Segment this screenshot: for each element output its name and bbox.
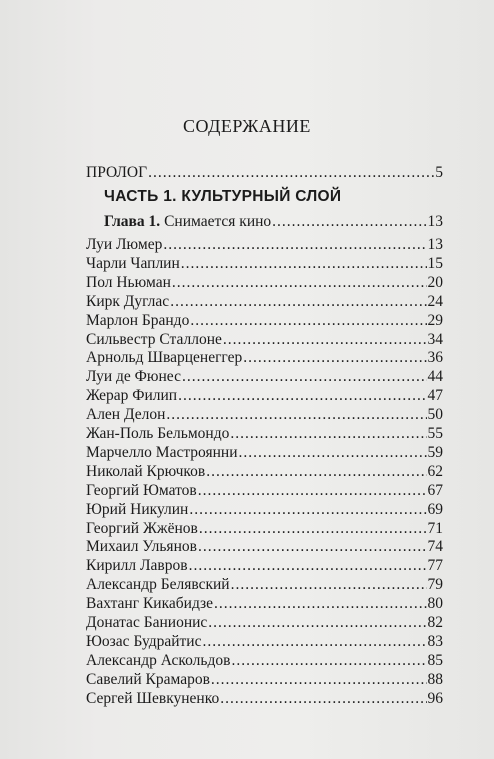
toc-entry-name: Кирк Дуглас xyxy=(86,292,170,310)
leader-dots xyxy=(220,690,426,708)
leader-dots xyxy=(199,520,427,538)
toc-entry-name: Сергей Шевкуненко xyxy=(86,689,220,707)
leader-dots xyxy=(198,538,427,556)
toc-page-number: 55 xyxy=(427,425,443,442)
toc-entry xyxy=(86,652,443,670)
toc-entry xyxy=(86,576,443,594)
leader-dots xyxy=(272,213,426,231)
toc-entry-name: Вахтанг Кикабидзе xyxy=(86,595,214,613)
leader-dots xyxy=(211,671,427,689)
toc-entry xyxy=(86,614,443,632)
toc-entry xyxy=(86,557,443,575)
toc-page-number: 96 xyxy=(427,689,443,707)
leader-dots xyxy=(181,255,427,273)
toc-entry-name: Юрий Никулин xyxy=(86,500,189,518)
chapter-number: Глава 1. xyxy=(104,213,161,230)
toc-entry xyxy=(86,293,443,311)
toc-page-number: 69 xyxy=(427,500,443,518)
toc-page-number: 85 xyxy=(427,651,443,669)
toc-entry xyxy=(86,671,443,689)
toc-page-number: 44 xyxy=(427,368,443,386)
toc-prologue xyxy=(86,164,443,182)
toc-entry-name: Донатас Банионис xyxy=(86,614,208,631)
toc-entry-name: Луи Люмер xyxy=(86,236,163,253)
toc-label: ПРОЛОГ xyxy=(86,164,148,181)
toc-entry xyxy=(86,633,443,651)
leader-dots xyxy=(203,633,427,651)
leader-dots xyxy=(243,349,426,367)
toc-entry-name: Марчелло Мастроянни xyxy=(86,443,238,461)
toc-chapter xyxy=(104,213,443,231)
toc-entry xyxy=(86,312,443,330)
toc-entry xyxy=(86,331,443,349)
toc-page-number: 77 xyxy=(427,557,443,575)
leader-dots xyxy=(239,444,427,462)
toc-page-number: 80 xyxy=(427,595,443,613)
toc-entry xyxy=(86,444,443,462)
leader-dots xyxy=(223,331,427,349)
toc-page-number: 13 xyxy=(427,213,443,230)
toc-page-number: 47 xyxy=(427,387,443,405)
toc-page-number: 20 xyxy=(427,273,443,291)
toc-page-number: 29 xyxy=(427,311,443,329)
leader-dots xyxy=(231,576,427,594)
toc-entry xyxy=(86,690,443,708)
leader-dots xyxy=(231,652,426,670)
toc-page-number: 71 xyxy=(427,519,443,537)
toc-entry-name: Михаил Ульянов xyxy=(86,538,197,556)
toc-entry xyxy=(86,595,443,613)
toc-entry-name: Сильвестр Сталлоне xyxy=(86,330,222,348)
toc-entry-name: Георгий Жжёнов xyxy=(86,519,198,537)
leader-dots xyxy=(208,614,426,632)
toc-entry-name: Николай Крючков xyxy=(86,462,206,480)
toc-entry-name: Кирилл Лавров xyxy=(86,557,188,575)
toc-page-number: 13 xyxy=(427,236,443,253)
toc-page-number: 36 xyxy=(427,349,443,367)
toc-entry xyxy=(86,463,443,481)
leader-dots xyxy=(163,236,426,254)
toc-entry xyxy=(86,520,443,538)
leader-dots xyxy=(166,406,426,424)
leader-dots xyxy=(230,425,426,443)
leader-dots xyxy=(189,501,426,519)
chapter-title: Снимается кино xyxy=(164,213,272,230)
leader-dots xyxy=(198,482,427,500)
leader-dots xyxy=(148,164,434,182)
leader-dots xyxy=(214,595,426,613)
toc-entry-name: Марлон Брандо xyxy=(86,311,190,329)
toc-page-number: 50 xyxy=(427,406,443,424)
toc-entry-name: Александр Аскольдов xyxy=(86,651,231,669)
toc-label xyxy=(104,213,271,231)
toc-entry-name: Чарли Чаплин xyxy=(86,254,180,272)
toc-entry-name: Луи де Фюнес xyxy=(86,368,181,386)
toc-page-number: 59 xyxy=(427,443,443,461)
leader-dots xyxy=(182,368,427,386)
toc-entry-name: Жан-Поль Бельмондо xyxy=(86,425,230,442)
toc-entry xyxy=(86,349,443,367)
leader-dots xyxy=(172,274,427,292)
toc-entry-name: Ален Делон xyxy=(86,406,166,424)
toc-entry-name: Жерар Филип xyxy=(86,387,178,405)
toc-entry-name: Юозас Будрайтис xyxy=(86,632,202,650)
toc-entry xyxy=(86,501,443,519)
leader-dots xyxy=(189,557,427,575)
leader-dots xyxy=(170,293,426,311)
toc-entry xyxy=(86,425,443,443)
toc-entry xyxy=(86,274,443,292)
toc-entry-name: Савелий Крамаров xyxy=(86,670,210,688)
toc-entry-name: Александр Белявский xyxy=(86,576,230,594)
toc-page-number: 24 xyxy=(427,292,443,310)
toc-page-number: 74 xyxy=(427,538,443,556)
part-heading: ЧАСТЬ 1. КУЛЬТУРНЫЙ СЛОЙ xyxy=(104,188,342,205)
toc-entry xyxy=(86,387,443,405)
toc-page-number: 34 xyxy=(427,330,443,348)
page-title: СОДЕРЖАНИЕ xyxy=(183,116,311,136)
toc-page-number: 67 xyxy=(427,481,443,499)
leader-dots xyxy=(206,463,426,481)
toc-page-number: 79 xyxy=(427,576,443,594)
toc-entry xyxy=(86,368,443,386)
toc-entry xyxy=(86,255,443,273)
toc-page-number: 15 xyxy=(427,254,443,272)
toc-page-number: 82 xyxy=(427,614,443,631)
toc-entry-name: Арнольд Шварценеггер xyxy=(86,349,243,367)
toc-page-number: 88 xyxy=(427,670,443,688)
leader-dots xyxy=(190,312,426,330)
toc-entry-name: Георгий Юматов xyxy=(86,481,197,499)
toc-entry xyxy=(86,538,443,556)
toc-entry-name: Пол Ньюман xyxy=(86,273,171,291)
toc-page-number: 5 xyxy=(435,164,443,181)
toc-entry xyxy=(86,482,443,500)
toc-entry xyxy=(86,236,443,254)
leader-dots xyxy=(178,387,426,405)
toc-page-number: 62 xyxy=(427,462,443,480)
toc-entry xyxy=(86,406,443,424)
toc-page-number: 83 xyxy=(427,632,443,650)
